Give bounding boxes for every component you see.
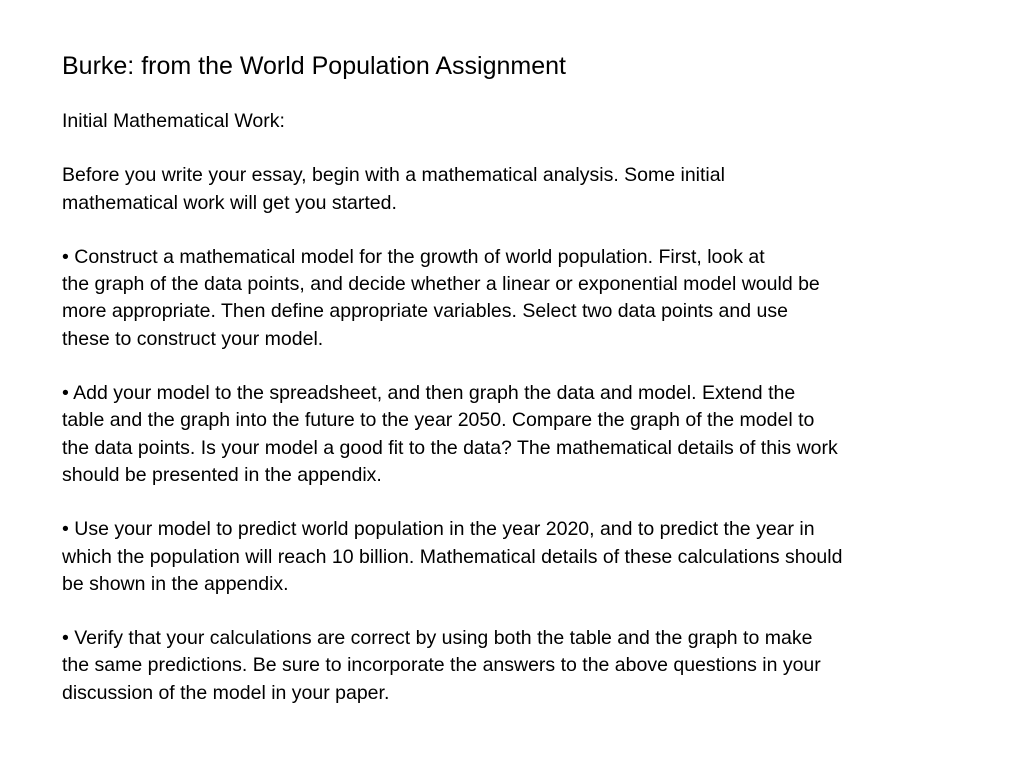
page-title: Burke: from the World Population Assignment: [62, 52, 566, 80]
bullet-item-spreadsheet: • Add your model to the spreadsheet, and then graph the data and model. Extend the table and the graph into the future to the year 2050. Compare the graph of the model to the data points. Is your model a good fit to the data? The mathematical details of this work should be presented in the appendix.: [62, 382, 838, 486]
section-heading: Initial Mathematical Work:: [62, 110, 285, 132]
bullet-item-predict: • Use your model to predict world population in the year 2020, and to predict the year in which the population will reach 10 billion. Mathematical details of these calculations should be shown in the appendix.: [62, 518, 843, 595]
bullet-item-verify: • Verify that your calculations are correct by using both the table and the graph to make the same predictions. Be sure to incorporate the answers to the above questions in your discussion of the model in your paper.: [62, 627, 821, 704]
slide-content: [62, 50, 982, 707]
bullet-item-model: • Construct a mathematical model for the growth of world population. First, look at the graph of the data points, and decide whether a linear or exponential model would be more appropriate. Then define appropriate variables. Select two data points and use these to construct your model.: [62, 245, 820, 350]
intro-paragraph: Before you write your essay, begin with a mathematical analysis. Some initial mathematical work will get you started.: [62, 164, 725, 214]
